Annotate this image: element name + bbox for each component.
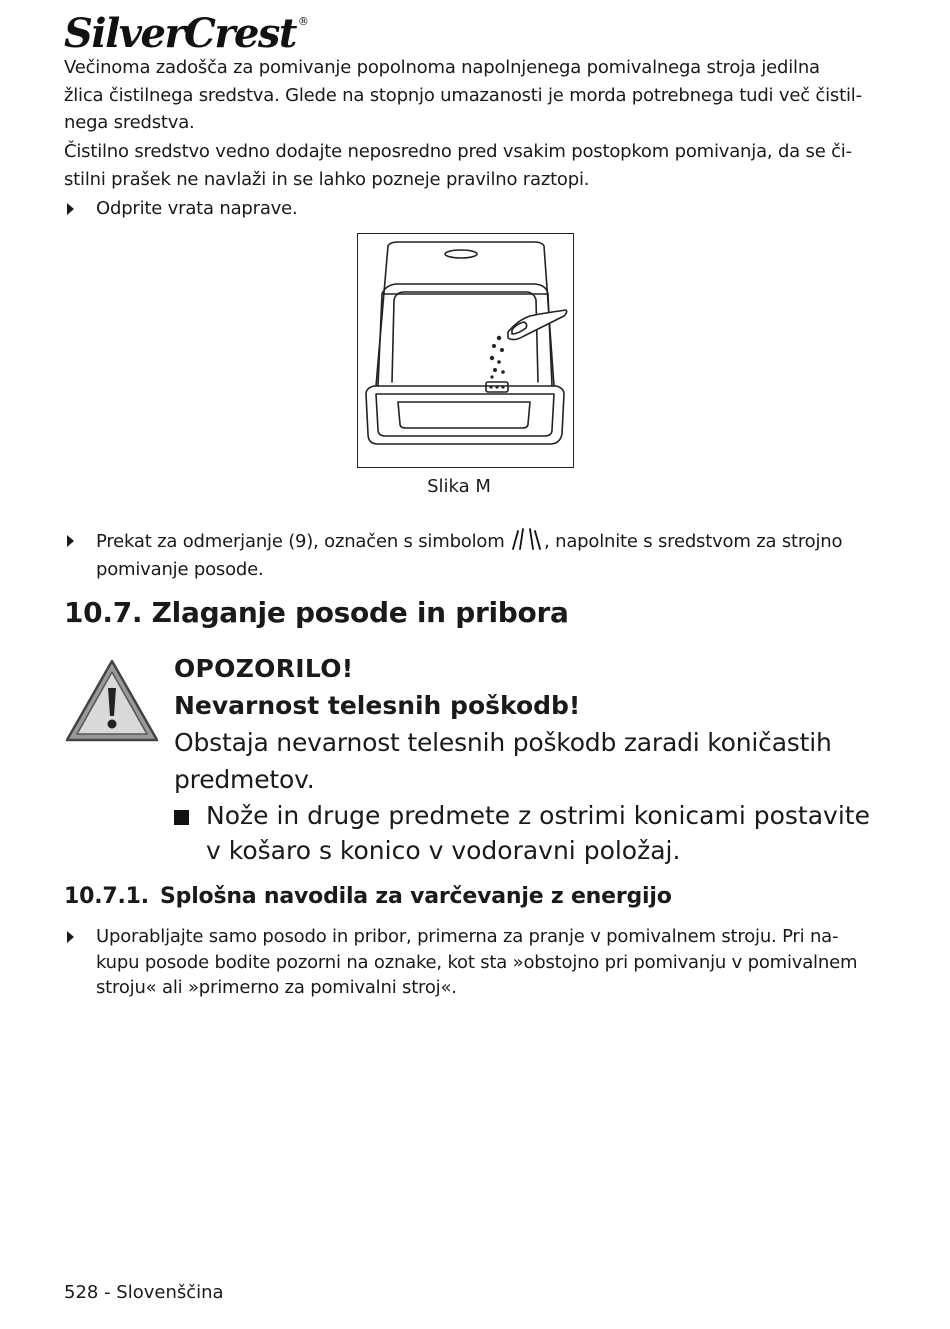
trademark-mark: ®	[297, 15, 308, 28]
square-bullet-icon	[174, 810, 189, 825]
bullet-arrow-icon	[67, 535, 74, 547]
step-energy-tips-text: Uporabljajte samo posodo in pribor, primerna za pranje v pomivalnem stroju. Pri nakupu posode bodite pozorni na oznake, kot sta »obstojno pri pomivanju v pomivalnem stroju« ali »primerno za pomivalni stroj«.	[96, 926, 858, 998]
bullet-arrow-icon	[67, 203, 74, 215]
page-footer: 528 - Slovenščina	[64, 1282, 224, 1303]
step-open-door	[64, 195, 864, 223]
step-energy-tips	[64, 924, 864, 1001]
subsection-title: Splošna navodila za varčevanje z energijo	[160, 884, 672, 909]
detergent-symbol-icon	[510, 527, 544, 551]
warning-block	[174, 650, 874, 868]
subsection-heading	[64, 884, 672, 909]
step-fill-dispenser-text-end: , napolnite s sredstvom za strojno pomivanje posode.	[96, 531, 843, 580]
step-fill-dispenser-text: Prekat za odmerjanje (9), označen s simbolom	[96, 531, 511, 552]
step-open-door-text: Odprite vrata naprave.	[96, 198, 298, 219]
subsection-number: 10.7.1.	[64, 884, 149, 909]
warning-subtitle: Nevarnost telesnih poškodb!	[174, 691, 581, 720]
warning-triangle-icon	[64, 658, 160, 744]
warning-title: OPOZORILO!	[174, 654, 354, 683]
bullet-arrow-icon	[67, 931, 74, 943]
intro-paragraph-1: Večinoma zadošča za pomivanje popolnoma napolnjenega pomivalnega stroja jedilna žlica čistilnega sredstva. Glede na stopnjo umazanosti je morda potrebnega tudi več čistilnega sredstva.	[64, 57, 863, 133]
step-fill-dispenser	[64, 527, 864, 583]
section-heading: 10.7. Zlaganje posode in pribora	[64, 596, 569, 629]
dishwasher-detergent-icon	[358, 234, 572, 466]
figure-dishwasher-illustration	[357, 233, 574, 468]
warning-text: Obstaja nevarnost telesnih poškodb zaradi koničastih predmetov.	[174, 728, 832, 794]
warning-list-item-text: Nože in druge predmete z ostrimi konicami postavite v košaro s konico v vodoravni položaj.	[206, 801, 870, 865]
intro-paragraph-2: Čistilno sredstvo vedno dodajte neposredno pred vsakim postopkom pomivanja, da se čistilni prašek ne navlaži in se lahko pozneje pravilno raztopi.	[64, 141, 853, 190]
brand-logo: SilverCrest ®	[64, 10, 308, 57]
figure-caption: Slika M	[427, 476, 491, 497]
warning-list-item	[174, 798, 874, 868]
